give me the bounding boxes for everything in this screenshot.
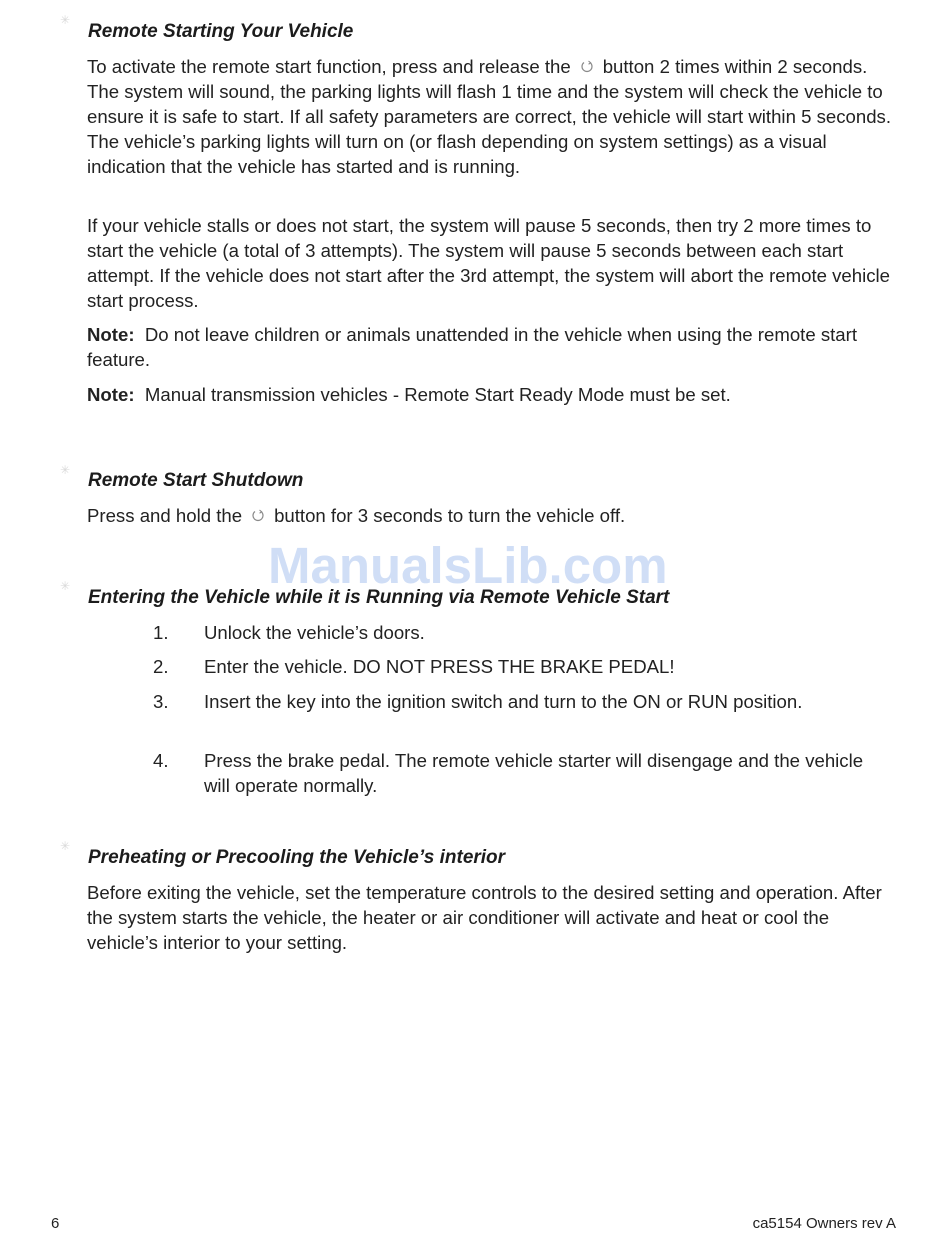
note-manual-transmission (87, 382, 897, 407)
note-children-animals (87, 322, 897, 372)
shutdown-text-a: Press and hold the (87, 505, 243, 526)
section-marker-icon: ✳ (60, 463, 71, 477)
note-label: Note: (87, 324, 135, 345)
list-number: 4. (153, 750, 169, 771)
list-text: Press the brake pedal. The remote vehicle starter will disengage and the vehicle will operate normally. (204, 750, 864, 796)
shutdown-text-b: button for 3 seconds to turn the vehicle off. (274, 505, 626, 526)
section-marker-icon: ✳ (60, 13, 71, 27)
list-number: 1. (153, 622, 169, 643)
remote-start-intro-text-b: button 2 times within 2 seconds. The system will sound, the parking lights will flash 1 time and the system will check the vehicle to ensure it is safe to start. If all safety parameters are correct, the vehicle will start within 5 seconds. The vehicle’s parking lights will turn on (or flash depending on system settings) as a visual indication that the vehicle has started and is running. (87, 56, 891, 177)
heading-entering-vehicle: Entering the Vehicle while it is Running via Remote Vehicle Start (88, 587, 670, 608)
list-text: Enter the vehicle. DO NOT PRESS THE BRAKE PEDAL! (204, 656, 675, 677)
section-marker-icon: ✳ (60, 839, 71, 853)
note-label: Note: (87, 384, 135, 405)
section-marker-icon: ✳ (60, 579, 71, 593)
page-number: 6 (51, 1215, 60, 1232)
paragraph-shutdown (87, 503, 897, 528)
list-text: Unlock the vehicle’s doors. (204, 622, 425, 643)
paragraph-preheating: Before exiting the vehicle, set the temperature controls to the desired setting and operation. After the system starts the vehicle, the heater or air conditioner will activate and heat or cool the vehicle’s interior to your setting. (87, 882, 882, 953)
remote-start-button-icon (580, 60, 594, 74)
note-text: Manual transmission vehicles - Remote Start Ready Mode must be set. (144, 384, 731, 405)
heading-remote-start-shutdown: Remote Start Shutdown (88, 470, 304, 491)
list-text: Insert the key into the ignition switch and turn to the ON or RUN position. (204, 691, 803, 712)
list-number: 3. (153, 691, 169, 712)
remote-start-button-icon (251, 509, 265, 523)
note-text: Do not leave children or animals unattended in the vehicle when using the remote start feature. (87, 324, 858, 370)
document-id: ca5154 Owners rev A (752, 1215, 896, 1232)
watermark: ManualsLib.com (268, 537, 668, 594)
heading-preheating: Preheating or Precooling the Vehicle’s interior (88, 847, 506, 868)
remote-start-intro-text-a: To activate the remote start function, press and release the (87, 56, 571, 77)
heading-remote-starting: Remote Starting Your Vehicle (88, 21, 354, 42)
paragraph-stall-retry: If your vehicle stalls or does not start, the system will pause 5 seconds, then try 2 more times to start the vehicle (a total of 3 attempts). The system will pause 5 seconds between each start attempt. If the vehicle does not start after the 3rd attempt, the system will abort the remote vehicle start process. (87, 215, 891, 311)
list-number: 2. (153, 656, 169, 677)
paragraph-remote-start-intro (87, 54, 897, 179)
